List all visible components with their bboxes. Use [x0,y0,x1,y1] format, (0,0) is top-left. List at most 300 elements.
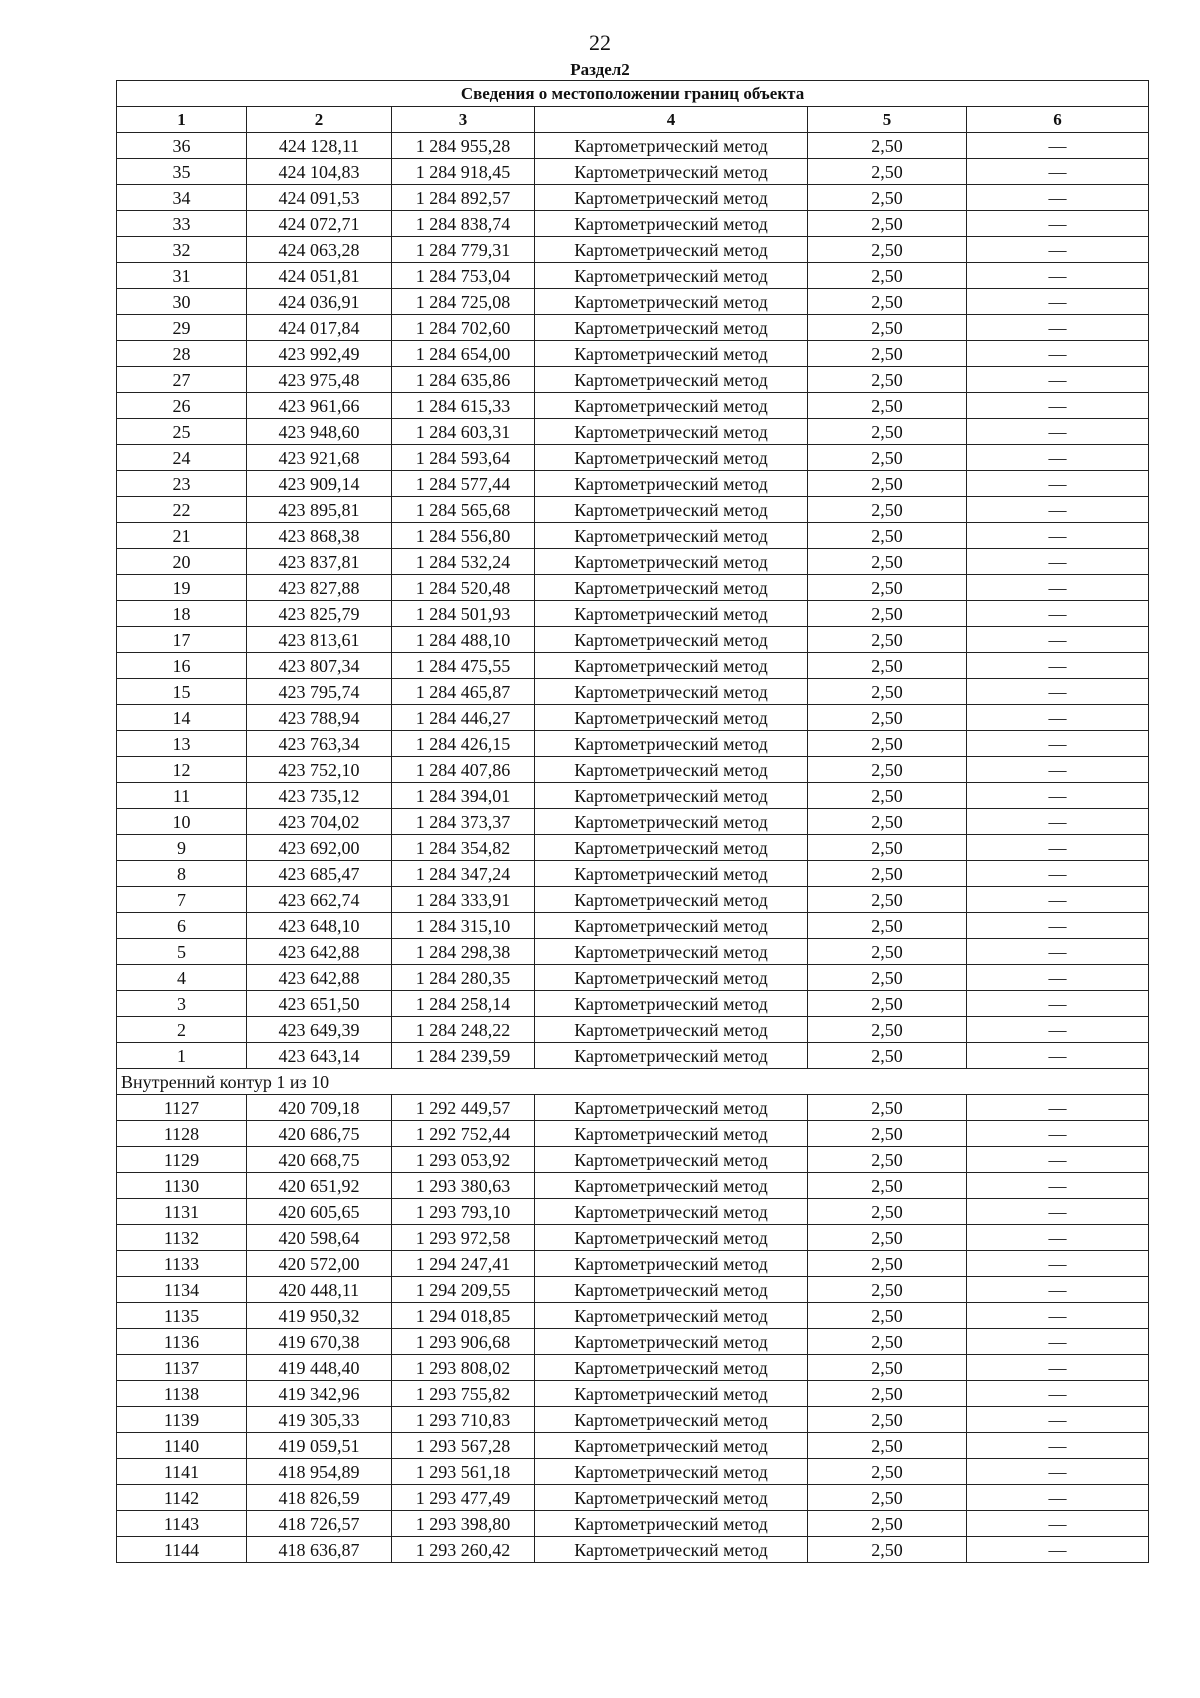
table-row [117,601,1149,627]
table-row [117,1225,1149,1251]
description-cell: — [967,835,1149,861]
accuracy-cell: 2,50 [808,1511,967,1537]
method-cell: Картометрический метод [535,393,808,419]
accuracy-cell: 2,50 [808,367,967,393]
point-number-cell: 6 [117,913,247,939]
contour-label: Внутренний контур 1 из 10 [117,1069,1149,1095]
point-number-cell: 20 [117,549,247,575]
y-coordinate-cell: 1 284 280,35 [392,965,535,991]
y-coordinate-cell: 1 292 449,57 [392,1095,535,1121]
x-coordinate-cell: 424 063,28 [247,237,392,263]
table-row [117,1147,1149,1173]
accuracy-cell: 2,50 [808,705,967,731]
method-cell: Картометрический метод [535,1511,808,1537]
description-cell: — [967,783,1149,809]
description-cell: — [967,1199,1149,1225]
method-cell: Картометрический метод [535,1173,808,1199]
y-coordinate-cell: 1 284 520,48 [392,575,535,601]
table-row [117,1277,1149,1303]
table-row [117,1251,1149,1277]
table-row [117,185,1149,211]
accuracy-cell: 2,50 [808,289,967,315]
accuracy-cell: 2,50 [808,497,967,523]
point-number-cell: 32 [117,237,247,263]
y-coordinate-cell: 1 293 755,82 [392,1381,535,1407]
table-row [117,1355,1149,1381]
accuracy-cell: 2,50 [808,1433,967,1459]
accuracy-cell: 2,50 [808,1199,967,1225]
accuracy-cell: 2,50 [808,341,967,367]
accuracy-cell: 2,50 [808,1017,967,1043]
x-coordinate-cell: 423 642,88 [247,965,392,991]
x-coordinate-cell: 419 059,51 [247,1433,392,1459]
accuracy-cell: 2,50 [808,211,967,237]
description-cell: — [967,237,1149,263]
x-coordinate-cell: 420 668,75 [247,1147,392,1173]
y-coordinate-cell: 1 293 567,28 [392,1433,535,1459]
column-number: 4 [535,107,808,133]
table-body [117,81,1149,1563]
point-number-cell: 1134 [117,1277,247,1303]
point-number-cell: 35 [117,159,247,185]
point-number-cell: 23 [117,471,247,497]
point-number-cell: 8 [117,861,247,887]
accuracy-cell: 2,50 [808,159,967,185]
description-cell: — [967,991,1149,1017]
y-coordinate-cell: 1 284 892,57 [392,185,535,211]
x-coordinate-cell: 423 651,50 [247,991,392,1017]
x-coordinate-cell: 424 072,71 [247,211,392,237]
accuracy-cell: 2,50 [808,1251,967,1277]
y-coordinate-cell: 1 284 532,24 [392,549,535,575]
description-cell: — [967,939,1149,965]
method-cell: Картометрический метод [535,575,808,601]
x-coordinate-cell: 420 572,00 [247,1251,392,1277]
point-number-cell: 27 [117,367,247,393]
accuracy-cell: 2,50 [808,1173,967,1199]
method-cell: Картометрический метод [535,1355,808,1381]
description-cell: — [967,887,1149,913]
table-caption-row [117,81,1149,107]
description-cell: — [967,575,1149,601]
y-coordinate-cell: 1 284 753,04 [392,263,535,289]
description-cell: — [967,809,1149,835]
x-coordinate-cell: 419 305,33 [247,1407,392,1433]
method-cell: Картометрический метод [535,601,808,627]
point-number-cell: 34 [117,185,247,211]
description-cell: — [967,393,1149,419]
method-cell: Картометрический метод [535,1407,808,1433]
description-cell: — [967,1485,1149,1511]
y-coordinate-cell: 1 284 615,33 [392,393,535,419]
point-number-cell: 17 [117,627,247,653]
accuracy-cell: 2,50 [808,601,967,627]
description-cell: — [967,1355,1149,1381]
description-cell: — [967,185,1149,211]
table-row [117,133,1149,159]
y-coordinate-cell: 1 293 260,42 [392,1537,535,1563]
y-coordinate-cell: 1 293 053,92 [392,1147,535,1173]
description-cell: — [967,1121,1149,1147]
accuracy-cell: 2,50 [808,679,967,705]
y-coordinate-cell: 1 293 710,83 [392,1407,535,1433]
table-row [117,1303,1149,1329]
x-coordinate-cell: 424 128,11 [247,133,392,159]
x-coordinate-cell: 423 813,61 [247,627,392,653]
point-number-cell: 1130 [117,1173,247,1199]
table-row [117,523,1149,549]
point-number-cell: 31 [117,263,247,289]
x-coordinate-cell: 423 895,81 [247,497,392,523]
x-coordinate-cell: 423 948,60 [247,419,392,445]
method-cell: Картометрический метод [535,315,808,341]
method-cell: Картометрический метод [535,263,808,289]
point-number-cell: 15 [117,679,247,705]
table-row [117,1043,1149,1069]
y-coordinate-cell: 1 284 426,15 [392,731,535,757]
point-number-cell: 7 [117,887,247,913]
method-cell: Картометрический метод [535,1329,808,1355]
method-cell: Картометрический метод [535,237,808,263]
point-number-cell: 13 [117,731,247,757]
method-cell: Картометрический метод [535,939,808,965]
point-number-cell: 3 [117,991,247,1017]
x-coordinate-cell: 424 051,81 [247,263,392,289]
accuracy-cell: 2,50 [808,393,967,419]
column-number: 1 [117,107,247,133]
description-cell: — [967,133,1149,159]
y-coordinate-cell: 1 284 475,55 [392,653,535,679]
y-coordinate-cell: 1 284 298,38 [392,939,535,965]
description-cell: — [967,471,1149,497]
description-cell: — [967,445,1149,471]
method-cell: Картометрический метод [535,185,808,211]
table-row [117,1511,1149,1537]
accuracy-cell: 2,50 [808,549,967,575]
method-cell: Картометрический метод [535,1485,808,1511]
y-coordinate-cell: 1 293 906,68 [392,1329,535,1355]
accuracy-cell: 2,50 [808,835,967,861]
x-coordinate-cell: 424 091,53 [247,185,392,211]
y-coordinate-cell: 1 284 394,01 [392,783,535,809]
description-cell: — [967,1225,1149,1251]
table-row [117,809,1149,835]
table-row [117,393,1149,419]
accuracy-cell: 2,50 [808,133,967,159]
y-coordinate-cell: 1 284 725,08 [392,289,535,315]
x-coordinate-cell: 419 448,40 [247,1355,392,1381]
y-coordinate-cell: 1 284 779,31 [392,237,535,263]
description-cell: — [967,1277,1149,1303]
y-coordinate-cell: 1 284 315,10 [392,913,535,939]
method-cell: Картометрический метод [535,133,808,159]
accuracy-cell: 2,50 [808,1277,967,1303]
description-cell: — [967,549,1149,575]
table-row [117,939,1149,965]
x-coordinate-cell: 419 670,38 [247,1329,392,1355]
point-number-cell: 1133 [117,1251,247,1277]
accuracy-cell: 2,50 [808,991,967,1017]
x-coordinate-cell: 423 992,49 [247,341,392,367]
table-row [117,1095,1149,1121]
table-row [117,159,1149,185]
point-number-cell: 33 [117,211,247,237]
description-cell: — [967,1173,1149,1199]
x-coordinate-cell: 423 649,39 [247,1017,392,1043]
point-number-cell: 1136 [117,1329,247,1355]
accuracy-cell: 2,50 [808,185,967,211]
accuracy-cell: 2,50 [808,1095,967,1121]
method-cell: Картометрический метод [535,211,808,237]
description-cell: — [967,1147,1149,1173]
table-row [117,263,1149,289]
point-number-cell: 1137 [117,1355,247,1381]
y-coordinate-cell: 1 293 380,63 [392,1173,535,1199]
table-row [117,1407,1149,1433]
x-coordinate-cell: 423 735,12 [247,783,392,809]
point-number-cell: 24 [117,445,247,471]
point-number-cell: 1135 [117,1303,247,1329]
method-cell: Картометрический метод [535,861,808,887]
x-coordinate-cell: 423 868,38 [247,523,392,549]
table-row [117,575,1149,601]
method-cell: Картометрический метод [535,705,808,731]
description-cell: — [967,315,1149,341]
point-number-cell: 26 [117,393,247,419]
point-number-cell: 1142 [117,1485,247,1511]
point-number-cell: 1144 [117,1537,247,1563]
description-cell: — [967,965,1149,991]
description-cell: — [967,263,1149,289]
point-number-cell: 11 [117,783,247,809]
x-coordinate-cell: 423 788,94 [247,705,392,731]
y-coordinate-cell: 1 284 407,86 [392,757,535,783]
description-cell: — [967,341,1149,367]
method-cell: Картометрический метод [535,965,808,991]
accuracy-cell: 2,50 [808,913,967,939]
accuracy-cell: 2,50 [808,575,967,601]
table-row [117,835,1149,861]
x-coordinate-cell: 419 342,96 [247,1381,392,1407]
method-cell: Картометрический метод [535,653,808,679]
accuracy-cell: 2,50 [808,861,967,887]
x-coordinate-cell: 423 692,00 [247,835,392,861]
y-coordinate-cell: 1 284 955,28 [392,133,535,159]
x-coordinate-cell: 423 921,68 [247,445,392,471]
description-cell: — [967,1433,1149,1459]
contour-header-row [117,1069,1149,1095]
method-cell: Картометрический метод [535,887,808,913]
table-row [117,913,1149,939]
table-row [117,1381,1149,1407]
x-coordinate-cell: 424 104,83 [247,159,392,185]
y-coordinate-cell: 1 284 702,60 [392,315,535,341]
description-cell: — [967,1095,1149,1121]
x-coordinate-cell: 423 704,02 [247,809,392,835]
point-number-cell: 18 [117,601,247,627]
accuracy-cell: 2,50 [808,523,967,549]
table-row [117,315,1149,341]
description-cell: — [967,1303,1149,1329]
method-cell: Картометрический метод [535,679,808,705]
accuracy-cell: 2,50 [808,653,967,679]
table-row [117,1121,1149,1147]
y-coordinate-cell: 1 284 838,74 [392,211,535,237]
point-number-cell: 1132 [117,1225,247,1251]
description-cell: — [967,289,1149,315]
method-cell: Картометрический метод [535,289,808,315]
boundary-table [116,80,1149,1563]
y-coordinate-cell: 1 284 603,31 [392,419,535,445]
y-coordinate-cell: 1 293 793,10 [392,1199,535,1225]
y-coordinate-cell: 1 284 354,82 [392,835,535,861]
point-number-cell: 12 [117,757,247,783]
y-coordinate-cell: 1 284 373,37 [392,809,535,835]
table-row [117,991,1149,1017]
accuracy-cell: 2,50 [808,1459,967,1485]
x-coordinate-cell: 420 448,11 [247,1277,392,1303]
y-coordinate-cell: 1 284 248,22 [392,1017,535,1043]
table-row [117,1537,1149,1563]
method-cell: Картометрический метод [535,1017,808,1043]
column-number: 5 [808,107,967,133]
x-coordinate-cell: 423 643,14 [247,1043,392,1069]
x-coordinate-cell: 423 752,10 [247,757,392,783]
point-number-cell: 1127 [117,1095,247,1121]
x-coordinate-cell: 423 837,81 [247,549,392,575]
description-cell: — [967,1381,1149,1407]
table-row [117,731,1149,757]
x-coordinate-cell: 423 685,47 [247,861,392,887]
table-row [117,237,1149,263]
x-coordinate-cell: 423 662,74 [247,887,392,913]
y-coordinate-cell: 1 293 972,58 [392,1225,535,1251]
y-coordinate-cell: 1 284 577,44 [392,471,535,497]
point-number-cell: 1128 [117,1121,247,1147]
table-row [117,705,1149,731]
table-row [117,445,1149,471]
description-cell: — [967,419,1149,445]
method-cell: Картометрический метод [535,783,808,809]
point-number-cell: 5 [117,939,247,965]
method-cell: Картометрический метод [535,1147,808,1173]
method-cell: Картометрический метод [535,627,808,653]
method-cell: Картометрический метод [535,1459,808,1485]
point-number-cell: 1141 [117,1459,247,1485]
point-number-cell: 14 [117,705,247,731]
column-number: 3 [392,107,535,133]
point-number-cell: 4 [117,965,247,991]
method-cell: Картометрический метод [535,1225,808,1251]
description-cell: — [967,211,1149,237]
point-number-cell: 1 [117,1043,247,1069]
method-cell: Картометрический метод [535,991,808,1017]
accuracy-cell: 2,50 [808,965,967,991]
point-number-cell: 1131 [117,1199,247,1225]
method-cell: Картометрический метод [535,1433,808,1459]
method-cell: Картометрический метод [535,549,808,575]
x-coordinate-cell: 424 036,91 [247,289,392,315]
x-coordinate-cell: 423 795,74 [247,679,392,705]
table-row [117,1433,1149,1459]
table-row [117,419,1149,445]
description-cell: — [967,705,1149,731]
description-cell: — [967,1511,1149,1537]
description-cell: — [967,1537,1149,1563]
table-row [117,1459,1149,1485]
description-cell: — [967,601,1149,627]
accuracy-cell: 2,50 [808,939,967,965]
accuracy-cell: 2,50 [808,445,967,471]
x-coordinate-cell: 423 648,10 [247,913,392,939]
x-coordinate-cell: 418 636,87 [247,1537,392,1563]
description-cell: — [967,679,1149,705]
accuracy-cell: 2,50 [808,315,967,341]
y-coordinate-cell: 1 284 446,27 [392,705,535,731]
description-cell: — [967,1459,1149,1485]
x-coordinate-cell: 419 950,32 [247,1303,392,1329]
x-coordinate-cell: 420 605,65 [247,1199,392,1225]
table-row [117,1199,1149,1225]
table-row [117,1329,1149,1355]
method-cell: Картометрический метод [535,367,808,393]
x-coordinate-cell: 423 961,66 [247,393,392,419]
y-coordinate-cell: 1 284 565,68 [392,497,535,523]
x-coordinate-cell: 420 686,75 [247,1121,392,1147]
accuracy-cell: 2,50 [808,731,967,757]
point-number-cell: 29 [117,315,247,341]
x-coordinate-cell: 423 642,88 [247,939,392,965]
table-row [117,627,1149,653]
description-cell: — [967,159,1149,185]
accuracy-cell: 2,50 [808,1355,967,1381]
accuracy-cell: 2,50 [808,471,967,497]
accuracy-cell: 2,50 [808,757,967,783]
point-number-cell: 9 [117,835,247,861]
description-cell: — [967,913,1149,939]
method-cell: Картометрический метод [535,497,808,523]
description-cell: — [967,757,1149,783]
method-cell: Картометрический метод [535,1381,808,1407]
y-coordinate-cell: 1 293 808,02 [392,1355,535,1381]
accuracy-cell: 2,50 [808,1121,967,1147]
accuracy-cell: 2,50 [808,809,967,835]
x-coordinate-cell: 418 954,89 [247,1459,392,1485]
description-cell: — [967,1329,1149,1355]
method-cell: Картометрический метод [535,1095,808,1121]
y-coordinate-cell: 1 284 635,86 [392,367,535,393]
y-coordinate-cell: 1 293 398,80 [392,1511,535,1537]
y-coordinate-cell: 1 284 488,10 [392,627,535,653]
point-number-cell: 10 [117,809,247,835]
description-cell: — [967,1017,1149,1043]
table-row [117,549,1149,575]
accuracy-cell: 2,50 [808,237,967,263]
table-row [117,289,1149,315]
y-coordinate-cell: 1 293 477,49 [392,1485,535,1511]
y-coordinate-cell: 1 284 556,80 [392,523,535,549]
description-cell: — [967,1251,1149,1277]
description-cell: — [967,1043,1149,1069]
y-coordinate-cell: 1 284 918,45 [392,159,535,185]
accuracy-cell: 2,50 [808,783,967,809]
accuracy-cell: 2,50 [808,1225,967,1251]
accuracy-cell: 2,50 [808,1329,967,1355]
method-cell: Картометрический метод [535,445,808,471]
description-cell: — [967,1407,1149,1433]
method-cell: Картометрический метод [535,1251,808,1277]
table-row [117,965,1149,991]
